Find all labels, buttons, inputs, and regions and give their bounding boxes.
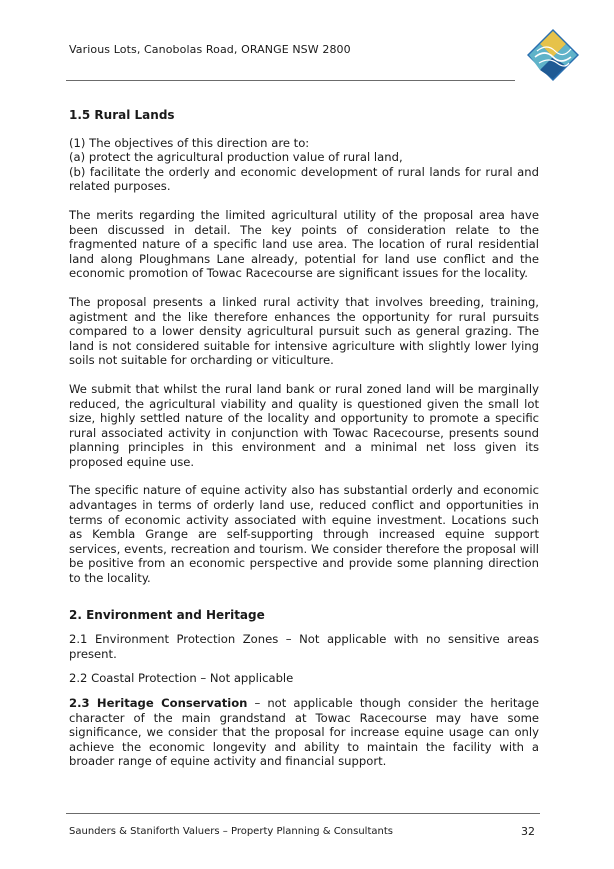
objectives-intro: (1) The objectives of this direction are to:	[69, 135, 310, 150]
paragraph-submission: We submit that whilst the rural land bank or rural zoned land will be marginally reduced, the agricultural viability and quality is questioned given the small lot size, highly settled nature of the locality and opportunity to promote a specific rural associated activity in conjunction with Towac Racecourse, presents sound planning principles in this environment and a minimal net loss given its proposed equine use.	[69, 381, 539, 469]
objective-a: (a) protect the agricultural production value of rural land,	[69, 150, 403, 165]
page-number: 32	[521, 825, 535, 838]
company-diamond-logo-icon	[525, 27, 581, 83]
footer-divider	[66, 813, 540, 814]
item-environment-protection: 2.1 Environment Protection Zones – Not applicable with no sensitive areas present.	[69, 632, 539, 661]
paragraph-merits: The merits regarding the limited agricultural utility of the proposal area have been discussed in detail. The key points of consideration relate to the fragmented nature of a specific land use area. The location of rural residential land along Ploughmans Lane already, potential for land use conflict and the economic promotion of Towac Racecourse are significant issues for the locality.	[69, 207, 539, 281]
section-heading-rural-lands: 1.5 Rural Lands	[69, 108, 175, 122]
item-coastal-protection: 2.2 Coastal Protection – Not applicable	[69, 671, 294, 686]
document-body	[69, 108, 539, 769]
paragraph-proposal: The proposal presents a linked rural activity that involves breeding, training, agistment and the like therefore enhances the opportunity for rural pursuits compared to a lower density agricultural pursuit such as general grazing. The land is not considered suitable for intensive agriculture with slightly lower lying soils not suitable for orcharding or viticulture.	[69, 294, 539, 368]
footer-company: Saunders & Staniforth Valuers – Property Planning & Consultants	[69, 826, 393, 837]
item-heritage-conservation	[69, 696, 539, 769]
header-address: Various Lots, Canobolas Road, ORANGE NSW 2800	[69, 43, 351, 56]
header-divider	[66, 80, 515, 81]
heritage-conservation-title: 2.3 Heritage Conservation	[69, 696, 248, 710]
section-heading-environment-heritage: 2. Environment and Heritage	[69, 607, 265, 622]
paragraph-equine-activity: The specific nature of equine activity also has substantial orderly and economic advantages in terms of orderly land use, reduced conflict and opportunities in terms of economic activity associated with equine investment. Locations such as Kembla Grange are self-supporting through increased equine support services, events, recreation and tourism. We consider therefore the proposal will be positive from an economic perspective and provide some planning direction to the locality.	[69, 483, 539, 586]
heritage-conservation-text: – not applicable though consider the heritage character of the main grandstand at Towac Racecourse may have some significance, we consider that the proposal for increase equine usage can only achieve the economic longevity and ability to maintain the facility with a broader range of equine activity and financial support.	[69, 696, 539, 769]
objective-b: (b) facilitate the orderly and economic development of rural lands for rural and related purposes.	[69, 164, 539, 194]
